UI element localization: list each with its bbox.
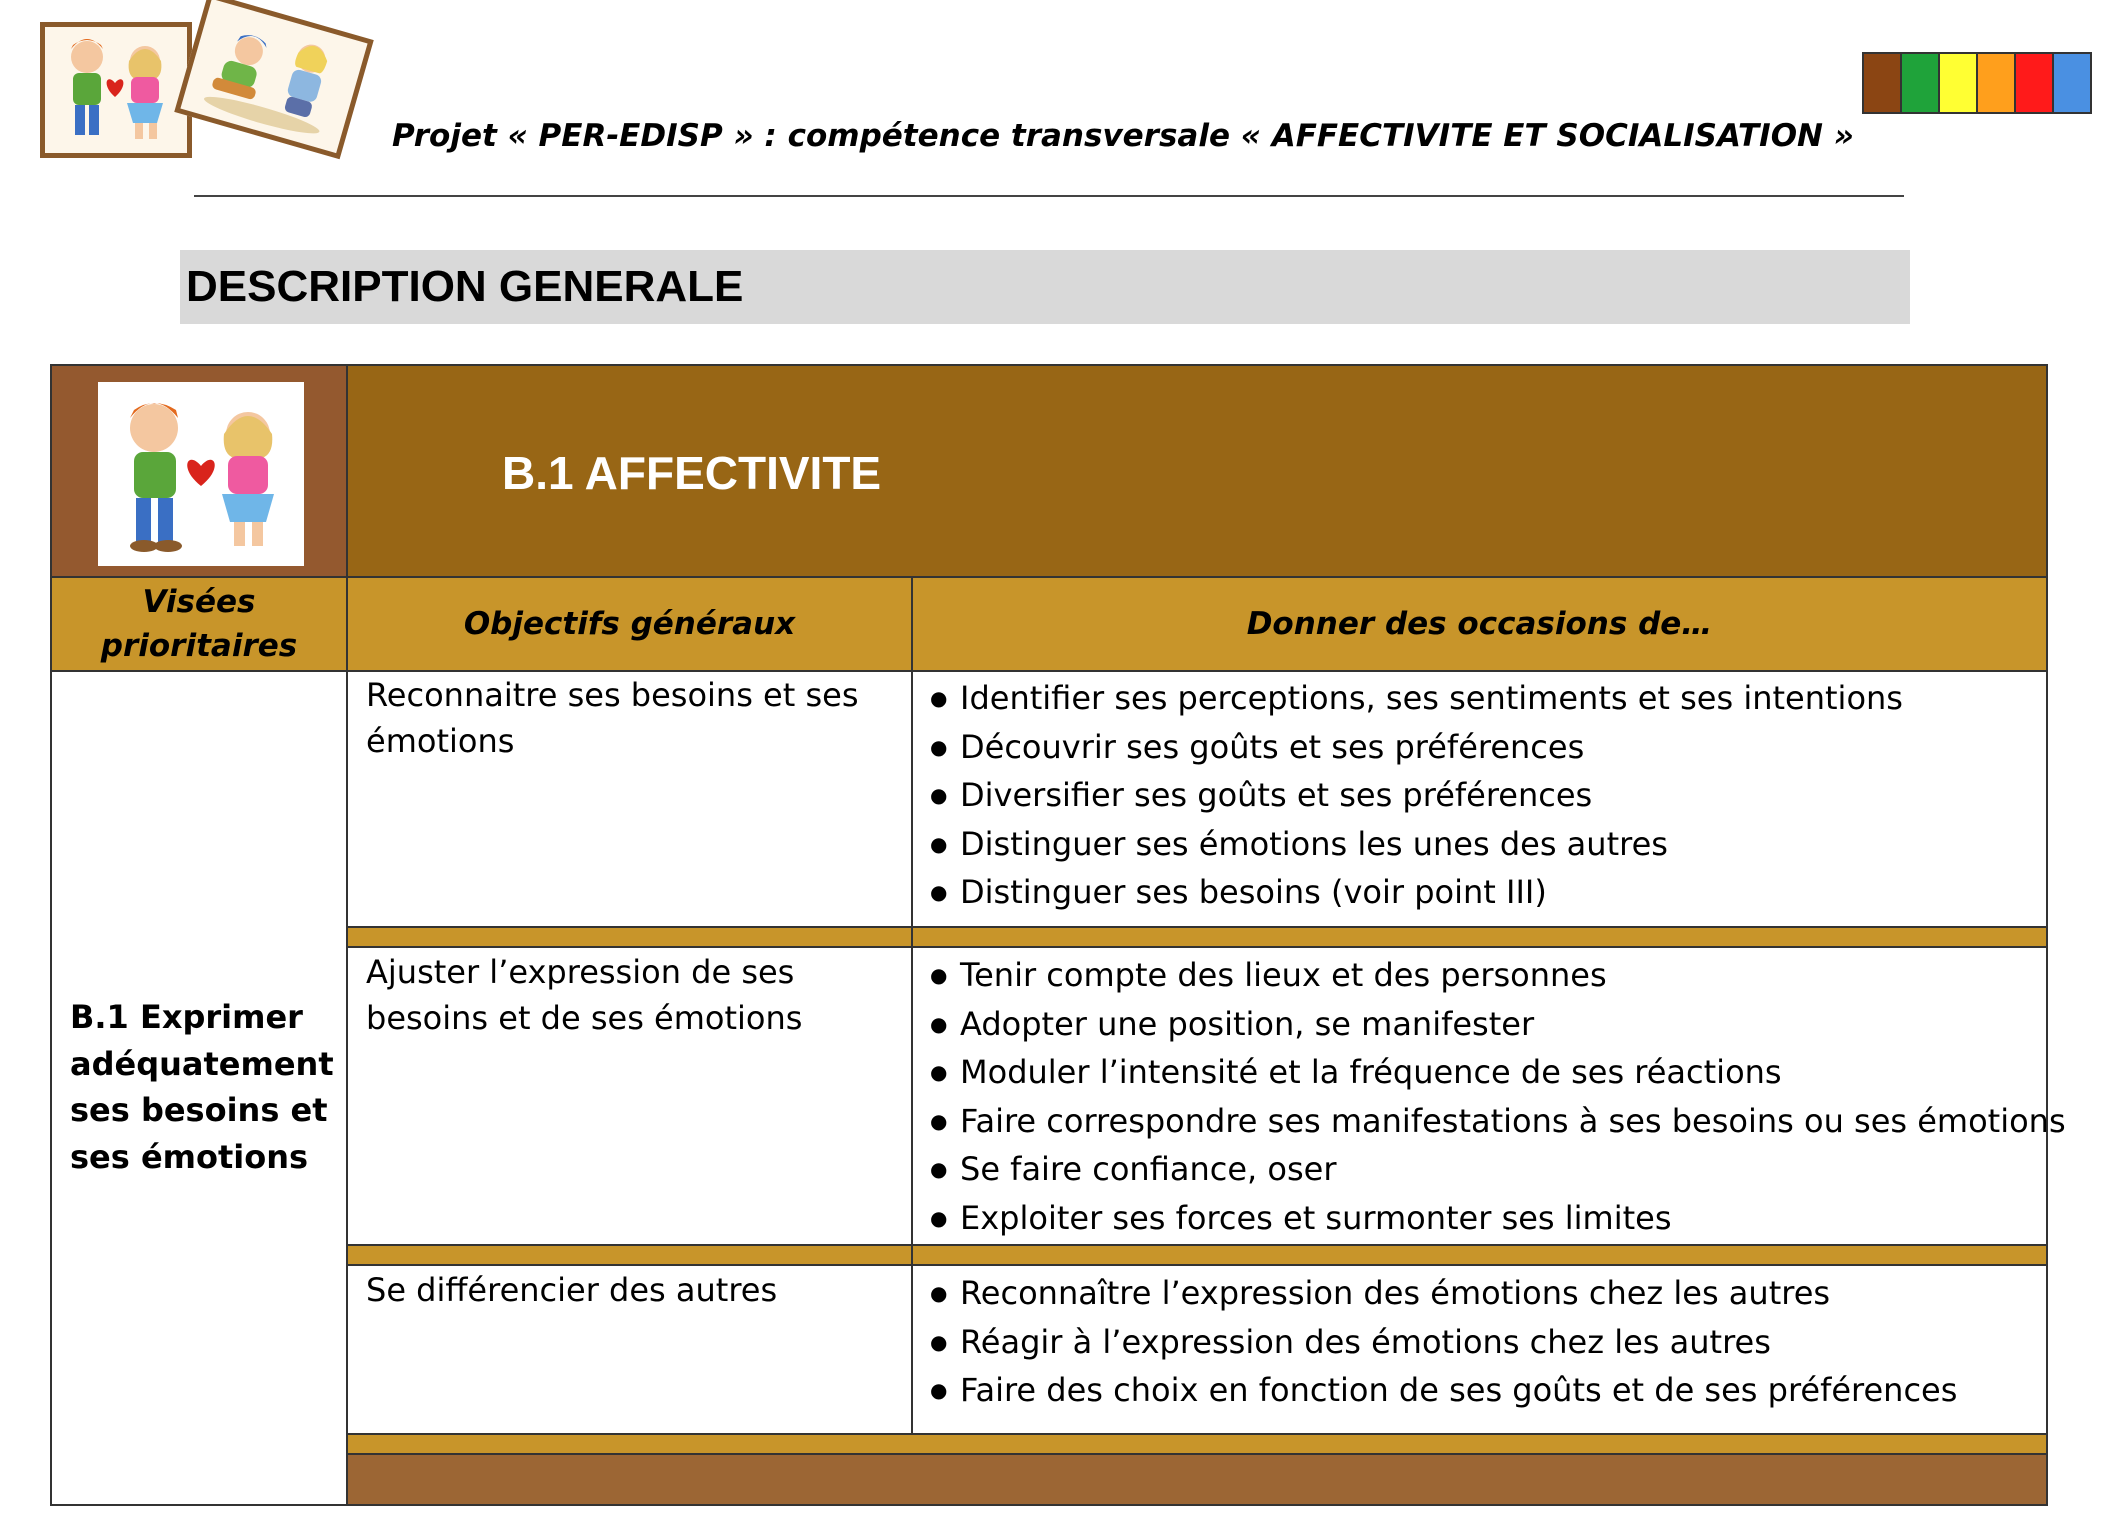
list-item: ● Adopter une position, se manifester [930,1000,2066,1049]
visee-prioritaire: B.1 Exprimer adéquatement ses besoins et ses émotions [70,998,334,1176]
list-item: ● Découvrir ses goûts et ses préférences [930,723,1903,772]
children-playing-illustration [180,0,367,153]
list-item: ● Exploiter ses forces et surmonter ses limites [930,1194,2066,1243]
column-header-objectifs: Objectifs généraux [347,577,912,671]
color-swatch-bar [1862,52,2092,114]
list-item: ● Diversifier ses goûts et ses préférences [930,771,1903,820]
list-item: ● Faire des choix en fonction de ses goûts et de ses préférences [930,1366,1957,1415]
objective-cell: Ajuster l’expression de ses besoins et de ses émotions [366,953,803,1037]
children-heart-illustration [45,27,187,153]
logo-children-heart [40,22,192,158]
color-swatch [2016,54,2054,112]
occasion-list [930,674,1903,917]
objective-cell: Reconnaitre ses besoins et ses émotions [366,676,859,760]
column-header-occasions: Donner des occasions de… [912,577,2047,671]
list-item: ● Se faire confiance, oser [930,1145,2066,1194]
column-header-visees: Visées prioritaires [51,577,347,671]
color-swatch [1940,54,1978,112]
list-item: ● Reconnaître l’expression des émotions chez les autres [930,1269,1957,1318]
color-swatch [1902,54,1940,112]
list-item: ● Tenir compte des lieux et des personnes [930,951,2066,1000]
list-item: ● Réagir à l’expression des émotions chez les autres [930,1318,1957,1367]
table-title: B.1 AFFECTIVITE [502,447,882,499]
occasion-list [930,1269,1957,1415]
color-swatch [2054,54,2090,112]
header-divider [194,195,1904,197]
occasion-list [930,951,2066,1242]
list-item: ● Identifier ses perceptions, ses sentiments et ses intentions [930,674,1903,723]
project-title: Projet « PER-EDISP » : compétence transversale « AFFECTIVITE ET SOCIALISATION » [392,118,1854,154]
color-swatch [1978,54,2016,112]
logo-children-playing [174,0,374,159]
color-swatch [1864,54,1902,112]
list-item: ● Distinguer ses émotions les unes des autres [930,820,1903,869]
list-item: ● Distinguer ses besoins (voir point III) [930,868,1903,917]
list-item: ● Moduler l’intensité et la fréquence de ses réactions [930,1048,2066,1097]
objective-cell: Se différencier des autres [366,1271,778,1309]
section-title: DESCRIPTION GENERALE [180,250,1910,324]
list-item: ● Faire correspondre ses manifestations à ses besoins ou ses émotions [930,1097,2066,1146]
